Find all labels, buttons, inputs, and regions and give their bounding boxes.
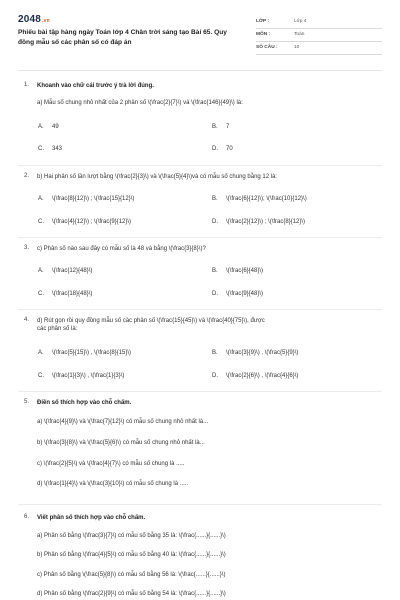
meta-value: 10: [294, 45, 300, 50]
option-c[interactable]: [38, 291, 92, 297]
logo-main: 2048: [18, 14, 42, 25]
option-letter: B.: [212, 124, 218, 130]
option-letter: B.: [212, 350, 218, 356]
fill-in-line[interactable]: c) \(\frac{2}{5}\) và \(\frac{4}{7}\) có mẫu số chung là .....: [37, 461, 185, 467]
option-letter: C.: [38, 373, 44, 379]
question-divider: [18, 165, 382, 166]
question-text: c) Phân số nào sau đây có mẫu số là 48 và bằng \(\frac{3}{8}\)?: [37, 246, 206, 252]
fill-in-line[interactable]: b) \(\frac{3}{8}\) và \(\frac{5}{6}\) có mẫu số chung nhỏ nhất là...: [37, 440, 205, 446]
meta-row-class: [256, 16, 382, 29]
question-divider: [18, 309, 382, 310]
meta-value: Toán: [294, 32, 305, 37]
option-letter: A.: [38, 124, 44, 130]
option-letter: A.: [38, 268, 44, 274]
option-text: 7: [226, 124, 230, 130]
option-letter: B.: [212, 268, 218, 274]
meta-label: SỐ CÂU :: [256, 45, 278, 50]
site-logo[interactable]: [18, 14, 50, 25]
option-text: \(\frac{6}{12}\); \(\frac{10}{12}\): [226, 196, 307, 202]
option-letter: D.: [212, 291, 218, 297]
option-a[interactable]: [38, 268, 92, 274]
question-number: 4.: [24, 317, 30, 323]
option-b[interactable]: [212, 350, 298, 356]
option-text: 49: [52, 124, 59, 130]
option-d[interactable]: [212, 146, 233, 152]
header-divider: [18, 70, 382, 71]
question-text-continued: các phân số là:: [37, 326, 78, 332]
option-b[interactable]: [212, 124, 229, 130]
option-text: \(\frac{12}{48}\): [52, 268, 93, 274]
fill-in-line[interactable]: b) Phân số bằng \(\frac{4}{5}\) có mẫu số bằng 40 là: \(\frac{......}{......}\): [37, 552, 226, 558]
option-text: 70: [226, 146, 233, 152]
option-letter: D.: [212, 373, 218, 379]
option-letter: A.: [38, 350, 44, 356]
meta-value: Lớp 4: [294, 19, 307, 24]
question-number: 5.: [24, 399, 30, 405]
option-text: \(\frac{4}{12}\) ; \(\frac{9}{12}\): [52, 219, 132, 225]
option-text: 343: [52, 146, 63, 152]
worksheet-header: [18, 14, 382, 64]
option-text: \(\frac{5}{15}\) , \(\frac{8}{15}\): [52, 350, 132, 356]
question-number: 2.: [24, 173, 30, 179]
question-divider: [18, 391, 382, 392]
question-text: a) Mẫu số chung nhỏ nhất của 2 phân số \(\frac{2}{7}\) và \(\frac{146}{49}\) là:: [37, 100, 243, 106]
option-d[interactable]: [212, 373, 298, 379]
meta-row-count: [256, 42, 382, 55]
option-text: \(\frac{3}{9}\) , \(\frac{5}{9}\): [226, 350, 299, 356]
option-c[interactable]: [38, 373, 124, 379]
meta-row-subject: [256, 29, 382, 42]
question-text: d) Rút gọn rồi quy đồng mẫu số các phân số \(\frac{15}{45}\) và \(\frac{40}{75}\), được: [37, 318, 265, 324]
option-d[interactable]: [212, 291, 263, 297]
worksheet-title: Phiếu bài tập hàng ngày Toán lớp 4 Chân trời sáng tạo Bài 65. Quy đồng mẫu số các phân số có đáp án: [18, 29, 227, 46]
logo-sub: .vn: [42, 18, 50, 24]
option-b[interactable]: [212, 196, 307, 202]
option-a[interactable]: [38, 196, 134, 202]
option-letter: D.: [212, 219, 218, 225]
question-heading: Khoanh vào chữ cái trước ý trả lời đúng.: [37, 83, 154, 89]
option-c[interactable]: [38, 219, 131, 225]
question-divider: [18, 504, 382, 505]
option-text: \(\frac{2}{6}\) , \(\frac{4}{6}\): [226, 373, 299, 379]
option-letter: A.: [38, 196, 44, 202]
fill-in-line[interactable]: a) \(\frac{4}{9}\) và \(\frac{7}{12}\) có mẫu số chung nhỏ nhất là...: [37, 419, 209, 425]
question-number: 6.: [24, 514, 30, 520]
question-divider: [18, 237, 382, 238]
option-letter: B.: [212, 196, 218, 202]
question-text: b) Hai phân số lần lượt bằng \(\frac{2}{3}\) và \(\frac{5}{4}\)và có mẫu số chung bằng 12 là:: [37, 174, 278, 180]
option-text: \(\frac{6}{48}\): [226, 268, 264, 274]
option-text: \(\frac{1}{3}\) , \(\frac{1}{3}\): [52, 373, 125, 379]
option-letter: C.: [38, 291, 44, 297]
fill-in-line[interactable]: c) Phân số bằng \(\frac{5}{8}\) có mẫu số bằng 56 là: \(\frac{......}{......}\): [37, 572, 226, 578]
fill-in-line[interactable]: d) Phân số bằng \(\frac{2}{9}\) có mẫu số bằng 54 là: \(\frac{......}{......}\): [37, 591, 226, 597]
option-text: \(\frac{9}{48}\): [226, 291, 264, 297]
meta-table: [256, 16, 382, 55]
option-b[interactable]: [212, 268, 263, 274]
option-letter: C.: [38, 146, 44, 152]
option-text: \(\frac{2}{12}\) ; \(\frac{8}{12}\): [226, 219, 306, 225]
option-text: \(\frac{8}{12}\) ; \(\frac{15}{12}\): [52, 196, 135, 202]
option-a[interactable]: [38, 350, 131, 356]
question-number: 1.: [24, 82, 30, 88]
question-number: 3.: [24, 245, 30, 251]
question-heading: Viết phân số thích hợp vào chỗ chấm.: [37, 515, 146, 521]
option-d[interactable]: [212, 219, 305, 225]
option-text: \(\frac{18}{48}\): [52, 291, 93, 297]
option-letter: C.: [38, 219, 44, 225]
fill-in-line[interactable]: d) \(\frac{1}{4}\) và \(\frac{3}{10}\) có mẫu số chung là .....: [37, 481, 189, 487]
option-letter: D.: [212, 146, 218, 152]
question-heading: Điền số thích hợp vào chỗ chấm.: [37, 400, 132, 406]
fill-in-line[interactable]: a) Phân số bằng \(\frac{3}{7}\) có mẫu số bằng 35 là: \(\frac{......}{......}\): [37, 533, 226, 539]
option-a[interactable]: [38, 124, 59, 130]
option-c[interactable]: [38, 146, 62, 152]
meta-label: LỚP :: [256, 19, 270, 24]
meta-label: MÔN :: [256, 32, 271, 37]
